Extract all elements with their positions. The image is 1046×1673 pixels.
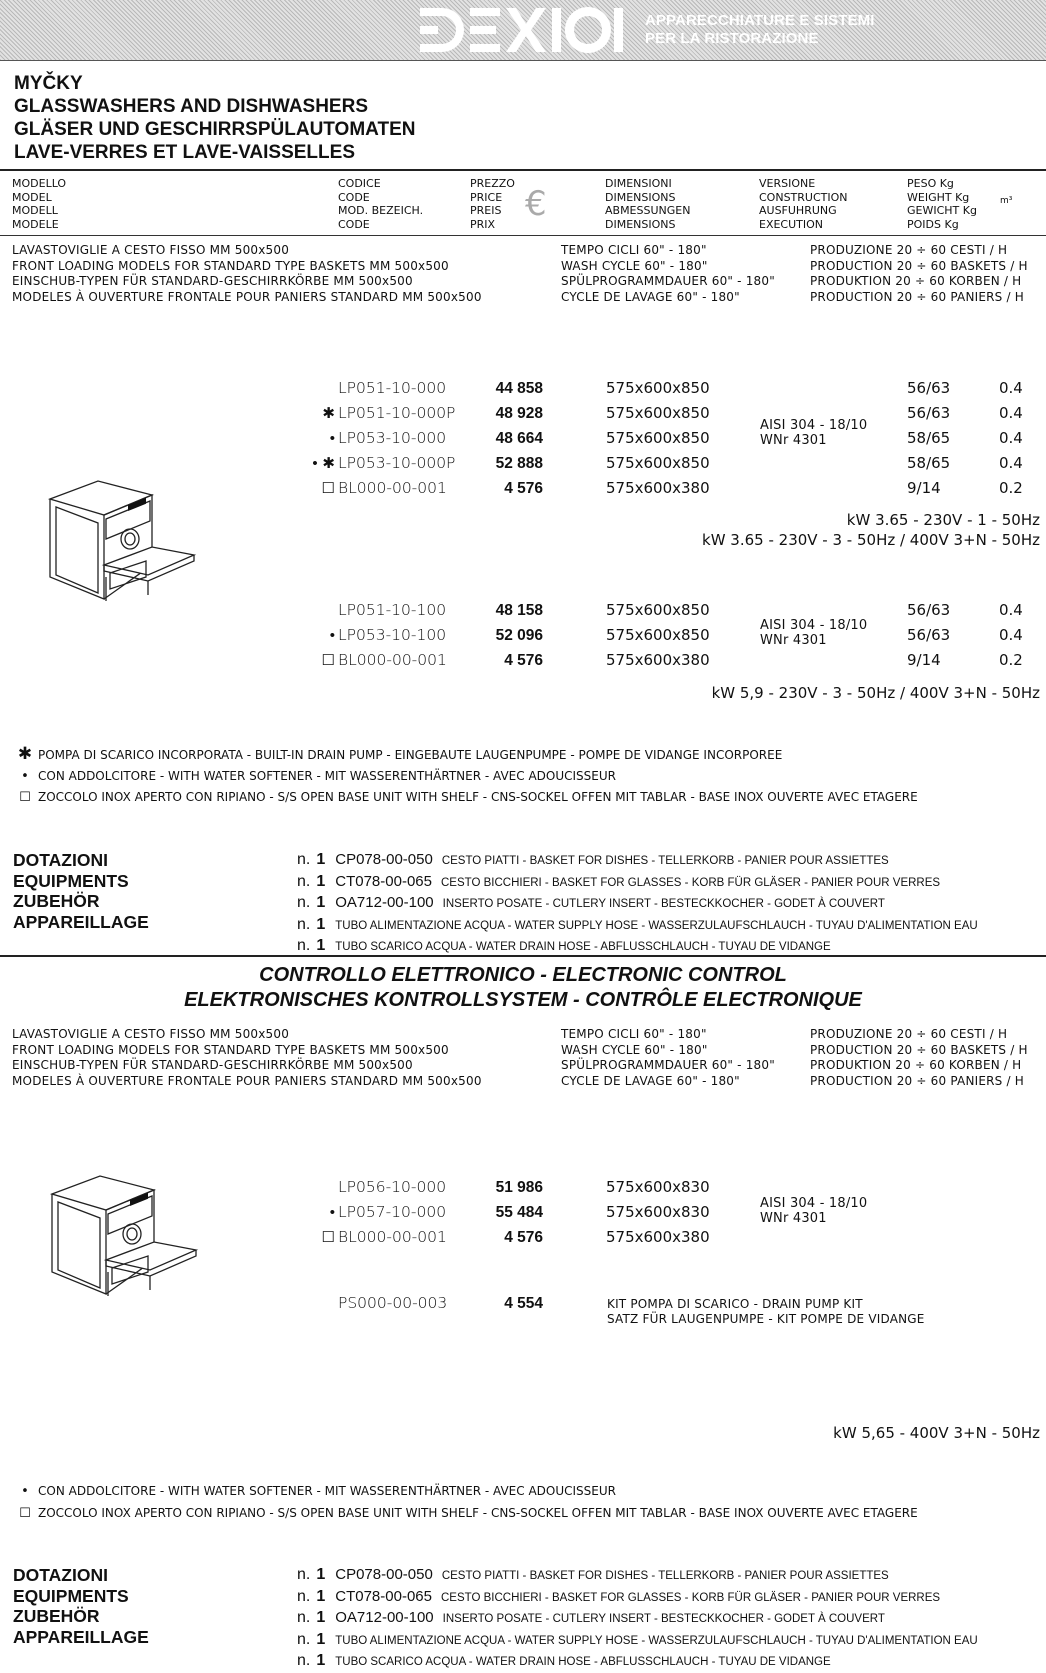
product-price: 44 858 bbox=[495, 380, 543, 397]
row-marker: ☐ bbox=[321, 651, 335, 669]
product-code: LP051-10-000 bbox=[338, 379, 447, 397]
product-price: 52 888 bbox=[495, 455, 543, 472]
column-modello bbox=[12, 177, 66, 231]
equipment-list bbox=[297, 850, 978, 958]
column-peso bbox=[907, 177, 977, 231]
desc-line: PRODUCTION 20 ÷ 60 BASKETS / H bbox=[810, 1042, 1028, 1057]
equipment-description: CESTO BICCHIERI - BASKET FOR GLASSES - KORB FÜR GLÄSER - PANIER POUR VERRES bbox=[440, 1591, 941, 1604]
row-marker: ✱ bbox=[322, 404, 335, 422]
dexion-logo bbox=[418, 2, 628, 56]
equipment-n: n. bbox=[297, 1652, 311, 1669]
equipment-item bbox=[297, 1587, 978, 1609]
equipment-qty: 1 bbox=[316, 937, 326, 954]
equipment-description: CESTO PIATTI - BASKET FOR DISHES - TELLERKORB - PANIER POUR ASSIETTES bbox=[441, 855, 889, 867]
row-marker: • bbox=[329, 429, 335, 447]
desc-line: LAVASTOVIGLIE A CESTO FISSO MM 500x500 bbox=[12, 1027, 290, 1041]
col-label: DIMENSIONI bbox=[605, 177, 672, 190]
equipment-item bbox=[297, 850, 978, 872]
legend-marker: ☐ bbox=[19, 790, 31, 805]
equipment-n: n. bbox=[297, 937, 311, 954]
equipment-code: CT078-00-065 bbox=[335, 1587, 432, 1605]
product-dimensions: 575x600x850 bbox=[606, 601, 710, 619]
desc-line: MODELES À OUVERTURE FRONTALE POUR PANIERS STANDARD MM 500x500 bbox=[12, 1073, 482, 1088]
product-volume: 0.4 bbox=[999, 379, 1023, 397]
legend-text: ZOCCOLO INOX APERTO CON RIPIANO - S/S OPEN BASE UNIT WITH SHELF - CNS-SOCKEL OFFEN MIT TABLAR - BASE INOX OUVERTE AVEC ETAGERE bbox=[38, 790, 918, 804]
equipment-item bbox=[297, 1565, 978, 1587]
row-marker: ☐ bbox=[321, 479, 335, 497]
equipment-heading bbox=[13, 1565, 149, 1647]
product-price: 55 484 bbox=[495, 1204, 543, 1221]
product-weight: 9/14 bbox=[907, 479, 941, 497]
column-versione bbox=[759, 177, 848, 231]
col-label: WEIGHT Kg bbox=[907, 190, 970, 204]
desc-line: WASH CYCLE 60" - 180" bbox=[561, 1042, 708, 1057]
equipment-item bbox=[297, 1608, 978, 1630]
legend-marker: ☐ bbox=[19, 1505, 31, 1521]
equipment-description: INSERTO POSATE - CUTLERY INSERT - BESTECKKOCHER - GODET À COUVERT bbox=[442, 1613, 885, 1625]
equipment-n: n. bbox=[297, 1609, 311, 1626]
desc-line: PRODUZIONE 20 ÷ 60 CESTI / H bbox=[810, 1027, 1008, 1041]
col-label: MODELE bbox=[12, 217, 59, 231]
header-banner bbox=[0, 0, 1046, 61]
product-weight: 56/63 bbox=[907, 626, 951, 644]
equipment-item bbox=[297, 872, 978, 894]
product-dimensions: 575x600x830 bbox=[606, 1203, 710, 1221]
title-line: MYČKY bbox=[14, 73, 83, 94]
models-description bbox=[12, 243, 482, 305]
product-volume: 0.4 bbox=[999, 626, 1023, 644]
equipment-list bbox=[297, 1565, 978, 1673]
product-code: LP051-10-100 bbox=[338, 601, 447, 619]
equipment-heading-line: EQUIPMENTS bbox=[13, 1585, 129, 1606]
legend-text: CON ADDOLCITORE - WITH WATER SOFTENER - MIT WASSERENTHÄRTNER - AVEC ADOUCISSEUR bbox=[38, 1484, 616, 1498]
equipment-description: CESTO BICCHIERI - BASKET FOR GLASSES - KORB FÜR GLÄSER - PANIER POUR VERRES bbox=[440, 876, 941, 889]
equipment-description: CESTO PIATTI - BASKET FOR DISHES - TELLERKORB - PANIER POUR ASSIETTES bbox=[441, 1570, 889, 1582]
product-code: LP053-10-100 bbox=[338, 626, 447, 644]
legend-item bbox=[14, 1503, 918, 1525]
equipment-description: TUBO SCARICO ACQUA - WATER DRAIN HOSE - ABFLUSSCHLAUCH - TUYAU DE VIDANGE bbox=[335, 1656, 831, 1668]
production-description bbox=[810, 1027, 1028, 1089]
product-code: LP053-10-000 bbox=[338, 429, 447, 447]
section-title-line: ELEKTRONISCHES KONTROLLSYSTEM - CONTRÔLE ELECTRONIQUE bbox=[184, 989, 862, 1011]
product-dimensions: 575x600x380 bbox=[606, 1228, 710, 1246]
desc-line: PRODUCTION 20 ÷ 60 PANIERS / H bbox=[810, 1073, 1024, 1088]
column-prezzo bbox=[470, 177, 515, 231]
desc-line: WASH CYCLE 60" - 180" bbox=[561, 258, 708, 273]
desc-line: PRODUCTION 20 ÷ 60 PANIERS / H bbox=[810, 289, 1024, 304]
cycle-description bbox=[561, 243, 775, 305]
equipment-n: n. bbox=[297, 1630, 311, 1648]
product-code: BL000-00-001 bbox=[338, 1228, 447, 1246]
version-group-2 bbox=[760, 618, 867, 648]
product-code: BL000-00-001 bbox=[338, 651, 447, 669]
equipment-item bbox=[297, 915, 978, 937]
product-price: 4 576 bbox=[504, 652, 543, 669]
product-price: 51 986 bbox=[495, 1179, 543, 1196]
equipment-item bbox=[297, 1651, 978, 1673]
product-weight: 58/65 bbox=[907, 429, 951, 447]
equipment-heading-line: EQUIPMENTS bbox=[13, 870, 129, 891]
equipment-description: INSERTO POSATE - CUTLERY INSERT - BESTECKKOCHER - GODET À COUVERT bbox=[442, 898, 885, 910]
product-price: 4 576 bbox=[504, 480, 543, 497]
product-weight: 58/65 bbox=[907, 454, 951, 472]
product-weight: 56/63 bbox=[907, 404, 951, 422]
col-label: CODICE bbox=[338, 177, 381, 190]
col-label: CODE bbox=[338, 217, 370, 231]
legend bbox=[14, 744, 918, 809]
col-label: MOD. BEZEICH. bbox=[338, 204, 424, 217]
legend-text: POMPA DI SCARICO INCORPORATA - BUILT-IN DRAIN PUMP - EINGEBAUTE LAUGENPUMPE - POMPE DE VIDANGE INCORPOREE bbox=[38, 748, 783, 762]
col-label: VERSIONE bbox=[759, 177, 816, 190]
col-label: MODEL bbox=[12, 190, 52, 204]
dishwasher-illustration bbox=[44, 477, 210, 615]
product-volume: 0.2 bbox=[999, 651, 1023, 669]
desc-line: FRONT LOADING MODELS FOR STANDARD TYPE BASKETS MM 500x500 bbox=[12, 258, 449, 273]
kit-price: 4 554 bbox=[504, 1295, 543, 1312]
kit-code: PS000-00-003 bbox=[338, 1294, 448, 1312]
equipment-description: TUBO ALIMENTAZIONE ACQUA - WATER SUPPLY HOSE - WASSERZULAUFSCHLAUCH - TUYAU D'ALIMENTATION EAU bbox=[335, 1634, 978, 1647]
desc-line: PRODUKTION 20 ÷ 60 KORBEN / H bbox=[810, 274, 1022, 288]
kit-desc-line: KIT POMPA DI SCARICO - DRAIN PUMP KIT bbox=[607, 1297, 863, 1311]
title-line: GLASSWASHERS AND DISHWASHERS bbox=[14, 96, 368, 117]
equipment-heading-line: APPAREILLAGE bbox=[13, 1626, 149, 1647]
equipment-qty: 1 bbox=[316, 1566, 326, 1583]
desc-line: EINSCHUB-TYPEN FÜR STANDARD-GESCHIRRKÖRBE MM 500x500 bbox=[12, 1058, 413, 1072]
equipment-qty: 1 bbox=[316, 1652, 326, 1669]
equipment-qty: 1 bbox=[316, 1609, 326, 1626]
equipment-heading-line: APPAREILLAGE bbox=[13, 911, 149, 932]
divider bbox=[0, 955, 1046, 957]
col-label: PRICE bbox=[470, 190, 503, 204]
product-volume: 0.4 bbox=[999, 429, 1023, 447]
desc-line: TEMPO CICLI 60" - 180" bbox=[561, 1027, 707, 1041]
product-dimensions: 575x600x850 bbox=[606, 379, 710, 397]
desc-line: FRONT LOADING MODELS FOR STANDARD TYPE BASKETS MM 500x500 bbox=[12, 1042, 449, 1057]
desc-line: EINSCHUB-TYPEN FÜR STANDARD-GESCHIRRKÖRBE MM 500x500 bbox=[12, 274, 413, 288]
product-dimensions: 575x600x830 bbox=[606, 1178, 710, 1196]
production-description bbox=[810, 243, 1028, 305]
tagline-line-2: PER LA RISTORAZIONE bbox=[645, 30, 819, 47]
legend-text: CON ADDOLCITORE - WITH WATER SOFTENER - MIT WASSERENTHÄRTNER - AVEC ADOUCISSEUR bbox=[38, 768, 616, 783]
equipment-qty: 1 bbox=[316, 1587, 326, 1605]
version-line: AISI 304 - 18/10 bbox=[760, 618, 868, 633]
equipment-qty: 1 bbox=[316, 1630, 326, 1648]
equipment-qty: 1 bbox=[316, 894, 326, 911]
column-volume: m³ bbox=[1000, 196, 1013, 206]
row-marker: ☐ bbox=[321, 1228, 335, 1246]
col-label: EXECUTION bbox=[759, 217, 824, 231]
cycle-description bbox=[561, 1027, 775, 1089]
equipment-description: TUBO ALIMENTAZIONE ACQUA - WATER SUPPLY HOSE - WASSERZULAUFSCHLAUCH - TUYAU D'ALIMENTATION EAU bbox=[335, 919, 978, 932]
product-weight: 56/63 bbox=[907, 379, 951, 397]
product-dimensions: 575x600x850 bbox=[606, 429, 710, 447]
col-label: MODELL bbox=[12, 204, 58, 217]
legend-marker: ✱ bbox=[17, 744, 33, 764]
equipment-code: CP078-00-050 bbox=[335, 1566, 433, 1583]
euro-icon: € bbox=[525, 184, 547, 224]
divider bbox=[0, 169, 1046, 171]
column-codice bbox=[338, 177, 423, 231]
kit-description bbox=[607, 1297, 925, 1327]
title-line: LAVE-VERRES ET LAVE-VAISSELLES bbox=[14, 142, 355, 163]
equipment-n: n. bbox=[297, 915, 311, 933]
divider bbox=[0, 235, 1046, 236]
legend bbox=[14, 1481, 918, 1524]
col-label: MODELLO bbox=[12, 177, 67, 190]
equipment-code: OA712-00-100 bbox=[335, 894, 434, 911]
product-volume: 0.4 bbox=[999, 601, 1023, 619]
product-dimensions: 575x600x850 bbox=[606, 454, 710, 472]
version-line: AISI 304 - 18/10 bbox=[760, 418, 868, 433]
product-dimensions: 575x600x850 bbox=[606, 404, 710, 422]
product-price: 4 576 bbox=[504, 1229, 543, 1246]
product-code: LP057-10-000 bbox=[338, 1203, 447, 1221]
power-spec: kW 3.65 - 230V - 3 - 50Hz / 400V 3+N - 50Hz bbox=[702, 531, 1040, 549]
equipment-code: CT078-00-065 bbox=[335, 872, 432, 890]
legend-item bbox=[14, 744, 918, 766]
desc-line: PRODUCTION 20 ÷ 60 BASKETS / H bbox=[810, 258, 1028, 273]
equipment-heading-line: DOTAZIONI bbox=[13, 1565, 108, 1585]
equipment-item bbox=[297, 1630, 978, 1652]
product-price: 48 664 bbox=[495, 430, 543, 447]
kit-desc-line: SATZ FÜR LAUGENPUMPE - KIT POMPE DE VIDANGE bbox=[607, 1312, 925, 1326]
legend-item bbox=[14, 766, 918, 788]
desc-line: CYCLE DE LAVAGE 60" - 180" bbox=[561, 289, 740, 304]
product-price: 48 158 bbox=[495, 602, 543, 619]
desc-line: PRODUKTION 20 ÷ 60 KORBEN / H bbox=[810, 1058, 1022, 1072]
col-label: GEWICHT Kg bbox=[907, 204, 977, 217]
title-line: GLÄSER UND GESCHIRRSPÜLAUTOMATEN bbox=[14, 119, 416, 140]
product-dimensions: 575x600x380 bbox=[606, 651, 710, 669]
row-marker: • bbox=[329, 1203, 335, 1221]
dishwasher-illustration bbox=[46, 1172, 212, 1310]
equipment-heading bbox=[13, 850, 149, 932]
col-label: PREZZO bbox=[470, 177, 515, 190]
legend-marker: • bbox=[21, 1484, 29, 1499]
version-line: WNr 4301 bbox=[760, 1211, 827, 1226]
legend-item bbox=[14, 1481, 918, 1503]
version-group-3 bbox=[760, 1196, 867, 1226]
equipment-n: n. bbox=[297, 1566, 311, 1583]
desc-line: LAVASTOVIGLIE A CESTO FISSO MM 500x500 bbox=[12, 243, 290, 257]
row-marker: • bbox=[329, 626, 335, 644]
col-label: DIMENSIONS bbox=[605, 190, 676, 204]
equipment-n: n. bbox=[297, 894, 311, 911]
col-label: ABMESSUNGEN bbox=[605, 204, 691, 217]
equipment-item bbox=[297, 893, 978, 915]
legend-marker: • bbox=[21, 768, 29, 784]
col-label: AUSFUHRUNG bbox=[759, 204, 837, 217]
equipment-heading-line: ZUBEHÖR bbox=[13, 891, 100, 911]
power-spec: kW 5,65 - 400V 3+N - 50Hz bbox=[833, 1424, 1040, 1442]
column-dimensioni bbox=[605, 177, 690, 231]
col-label: PESO Kg bbox=[907, 177, 954, 190]
section-title-electronic bbox=[0, 963, 1046, 1013]
col-label: PREIS bbox=[470, 204, 502, 217]
equipment-qty: 1 bbox=[316, 851, 326, 868]
product-code: LP051-10-000P bbox=[338, 404, 456, 422]
page-title bbox=[14, 72, 415, 164]
col-label: PRIX bbox=[470, 217, 496, 231]
desc-line: SPÜLPROGRAMMDAUER 60" - 180" bbox=[561, 1058, 775, 1072]
version-line: WNr 4301 bbox=[760, 433, 827, 448]
equipment-qty: 1 bbox=[316, 872, 326, 890]
equipment-description: TUBO SCARICO ACQUA - WATER DRAIN HOSE - ABFLUSSCHLAUCH - TUYAU DE VIDANGE bbox=[335, 941, 831, 953]
row-marker: • ✱ bbox=[312, 454, 335, 472]
col-label: CODE bbox=[338, 190, 370, 204]
version-line: WNr 4301 bbox=[760, 633, 827, 648]
product-volume: 0.4 bbox=[999, 454, 1023, 472]
col-label: DIMENSIONS bbox=[605, 217, 676, 231]
version-group-1 bbox=[760, 418, 867, 448]
desc-line: SPÜLPROGRAMMDAUER 60" - 180" bbox=[561, 274, 775, 288]
tagline-line-1: APPARECCHIATURE E SISTEMI bbox=[645, 12, 875, 29]
equipment-n: n. bbox=[297, 851, 311, 868]
product-weight: 56/63 bbox=[907, 601, 951, 619]
equipment-heading-line: DOTAZIONI bbox=[13, 850, 108, 870]
equipment-n: n. bbox=[297, 872, 311, 890]
product-price: 48 928 bbox=[495, 405, 543, 422]
equipment-n: n. bbox=[297, 1587, 311, 1605]
tagline bbox=[645, 12, 874, 48]
power-spec: kW 3.65 - 230V - 1 - 50Hz bbox=[846, 511, 1040, 529]
product-volume: 0.4 bbox=[999, 404, 1023, 422]
version-line: AISI 304 - 18/10 bbox=[760, 1196, 868, 1211]
desc-line: MODELES À OUVERTURE FRONTALE POUR PANIERS STANDARD MM 500x500 bbox=[12, 289, 482, 304]
col-label: POIDS Kg bbox=[907, 217, 959, 231]
product-dimensions: 575x600x850 bbox=[606, 626, 710, 644]
legend-text: ZOCCOLO INOX APERTO CON RIPIANO - S/S OPEN BASE UNIT WITH SHELF - CNS-SOCKEL OFFEN MIT TABLAR - BASE INOX OUVERTE AVEC ETAGERE bbox=[38, 1505, 918, 1520]
power-spec: kW 5,9 - 230V - 3 - 50Hz / 400V 3+N - 50Hz bbox=[711, 684, 1040, 702]
models-description bbox=[12, 1027, 482, 1089]
desc-line: CYCLE DE LAVAGE 60" - 180" bbox=[561, 1073, 740, 1088]
legend-item bbox=[14, 787, 918, 809]
section-title-line: CONTROLLO ELETTRONICO - ELECTRONIC CONTROL bbox=[259, 964, 787, 986]
desc-line: TEMPO CICLI 60" - 180" bbox=[561, 243, 707, 257]
product-code: LP056-10-000 bbox=[338, 1178, 447, 1196]
product-volume: 0.2 bbox=[999, 479, 1023, 497]
equipment-heading-line: ZUBEHÖR bbox=[13, 1606, 100, 1626]
equipment-qty: 1 bbox=[316, 915, 326, 933]
desc-line: PRODUZIONE 20 ÷ 60 CESTI / H bbox=[810, 243, 1008, 257]
col-label: CONSTRUCTION bbox=[759, 190, 848, 204]
equipment-code: OA712-00-100 bbox=[335, 1609, 434, 1626]
product-dimensions: 575x600x380 bbox=[606, 479, 710, 497]
product-price: 52 096 bbox=[495, 627, 543, 644]
product-code: LP053-10-000P bbox=[338, 454, 456, 472]
product-code: BL000-00-001 bbox=[338, 479, 447, 497]
equipment-code: CP078-00-050 bbox=[335, 851, 433, 868]
product-weight: 9/14 bbox=[907, 651, 941, 669]
